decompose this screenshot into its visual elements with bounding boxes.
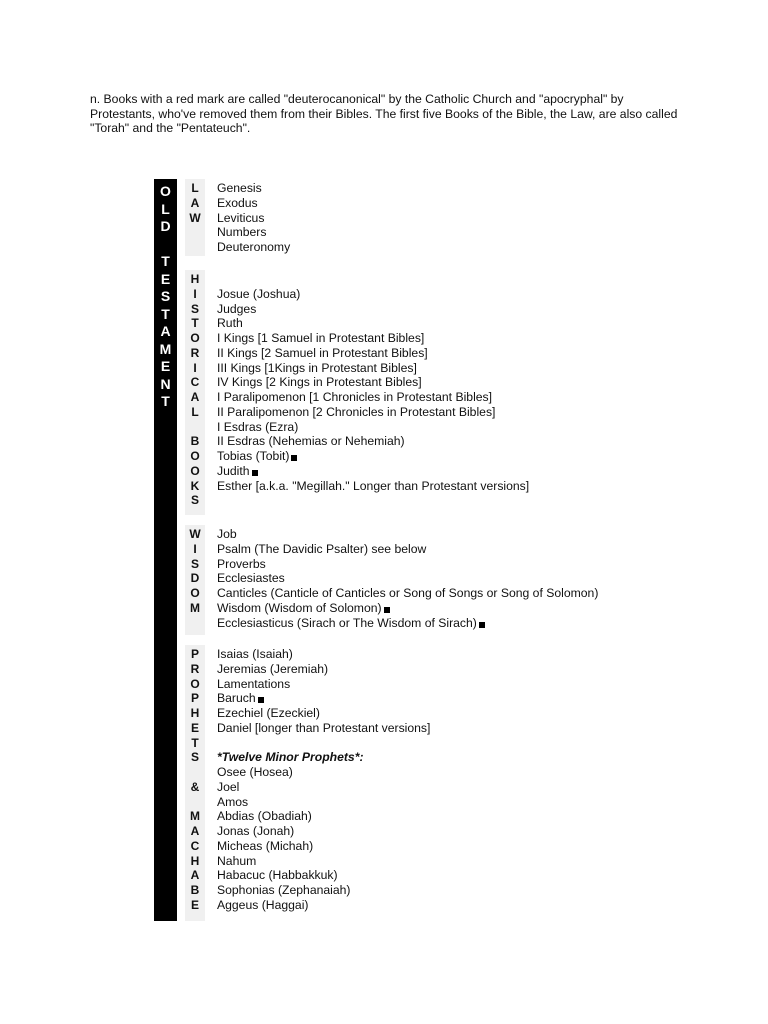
book-item [217,839,430,854]
book-item [217,181,290,196]
book-title: Osee (Hosea) [217,765,293,779]
book-item [217,795,430,810]
book-item [217,287,529,302]
old-testament-letter: T [161,253,170,269]
book-title: Leviticus [217,210,265,225]
book-title: Sophonias (Zephanaiah) [217,883,351,897]
wisdom-category-letter: I [193,541,197,556]
historical-category-letter [185,420,205,435]
historical-category-letter: B [190,434,200,449]
historical-category-letter: A [190,390,200,404]
wisdom-category-label [185,527,205,616]
book-title: Aggeus (Haggai) [217,897,309,912]
prophets-category-letter: P [190,647,199,661]
old-testament-letter: N [160,375,171,392]
old-testament-label [154,183,177,411]
prophets-category-letter [185,795,205,810]
book-title: Proverbs [217,556,266,571]
book-title: Ecclesiasticus (Sirach or The Wisdom of Sirach) [217,615,477,630]
minor-prophets-subheading [217,750,430,765]
prophets-category-letter: A [190,868,200,883]
prophets-category-letter: P [190,691,199,706]
old-testament-letter: D [160,218,171,234]
book-title: Canticles (Canticle of Canticles or Song of Songs or Song of Solomon) [217,586,599,600]
prophets-category-letter: S [190,750,199,765]
book-item [217,375,529,390]
prophets-category-letter: B [190,883,200,897]
book-item [217,736,430,751]
book-item [217,225,290,240]
prophets-category-letter: R [190,661,200,676]
prophets-category-letter: A [190,824,200,838]
historical-book-list [217,272,529,493]
old-testament-letter: T [161,393,170,409]
book-item [217,706,430,721]
prophets-book-list [217,647,430,913]
book-item [217,571,598,586]
book-title: Deuteronomy [217,240,291,254]
book-item [217,883,430,898]
prophets-category-letter: O [190,676,200,691]
book-title: IV Kings [2 Kings in Protestant Bibles] [217,375,422,390]
deuterocanonical-mark-icon [291,455,297,461]
old-testament-letter: E [160,358,171,374]
prophets-category-label [185,647,205,913]
deuterocanonical-mark-icon [384,607,390,613]
book-title: Joel [217,779,240,794]
prophets-category-letter: C [190,838,200,853]
historical-category-letter: H [190,272,200,286]
book-title: II Paralipomenon [2 Chronicles in Protestant Bibles] [217,404,496,419]
book-title: I Esdras (Ezra) [217,419,299,434]
book-item [217,677,430,692]
book-title: Josue (Joshua) [217,286,301,301]
book-item [217,854,430,869]
law-category-letter: A [190,195,200,210]
book-title: Exodus [217,195,258,210]
book-title: Judith [217,463,250,478]
book-title: Micheas (Michah) [217,838,314,853]
book-item [217,449,529,464]
book-item [217,302,529,317]
book-title: Lamentations [217,676,291,691]
book-title: Abdias (Obadiah) [217,809,312,824]
old-testament-letter [154,236,177,254]
book-title: Numbers [217,225,267,240]
book-title: Job [217,527,237,541]
wisdom-category-letter: M [190,600,200,615]
wisdom-category-letter: D [190,571,200,586]
book-item [217,721,430,736]
historical-category-letter: S [190,301,199,316]
intro-paragraph: n. Books with a red mark are called "deuterocanonical" by the Catholic Church and "apocryphal" by Protestants, who've removed them from their Bibles. The first five Books of the Bible, the Law, are also called "Torah" and the "Pentateuch". [90,92,678,136]
book-title: I Paralipomenon [1 Chronicles in Protestant Bibles] [217,390,493,404]
book-title: Psalm (The Davidic Psalter) see below [217,541,427,556]
book-title: I Kings [1 Samuel in Protestant Bibles] [217,331,425,345]
book-title: II Esdras (Nehemias or Nehemiah) [217,434,405,449]
law-category-letter: W [189,210,201,225]
book-item [217,196,290,211]
historical-category-letter: O [190,331,200,345]
book-title: Ruth [217,316,243,331]
wisdom-category-letter: W [189,527,201,541]
book-item [217,331,529,346]
prophets-category-letter: T [191,735,199,750]
historical-category-letter: T [191,316,199,331]
historical-category-letter: S [190,493,199,508]
book-title: Jeremias (Jeremiah) [217,661,329,676]
book-title: Wisdom (Wisdom of Solomon) [217,600,382,615]
book-item [217,868,430,883]
book-title: III Kings [1Kings in Protestant Bibles] [217,360,417,375]
book-title: Ecclesiastes [217,571,285,586]
old-testament-letter: S [160,288,171,304]
wisdom-book-list [217,527,598,630]
prophets-category-letter [185,765,205,780]
book-item [217,464,529,479]
old-testament-letter: A [160,323,171,339]
book-item [217,586,598,601]
law-category-letter: L [191,181,199,195]
book-item [217,898,430,913]
book-item [217,479,529,494]
book-item [217,420,529,435]
book-item [217,361,529,376]
book-title: Tobias (Tobit) [217,449,290,463]
book-item [217,765,430,780]
historical-category-letter: R [190,345,200,360]
book-item [217,662,430,677]
book-title: Daniel [longer than Protestant versions] [217,720,431,735]
book-item [217,434,529,449]
historical-category-letter: I [193,360,197,375]
historical-category-letter: K [190,478,200,493]
historical-category-letter: O [190,463,200,478]
book-item [217,647,430,662]
deuterocanonical-mark-icon [252,470,258,476]
book-item [217,272,529,287]
book-title: Isaias (Isaiah) [217,647,293,661]
book-item [217,557,598,572]
book-item [217,346,529,361]
book-title: Genesis [217,181,262,195]
book-title: *Twelve Minor Prophets*: [217,750,364,765]
prophets-category-letter: E [190,897,199,912]
book-title: Amos [217,794,249,809]
book-title: Jonas (Jonah) [217,824,295,838]
historical-category-letter: L [191,404,199,419]
historical-category-letter: O [190,449,200,463]
book-item [217,211,290,226]
book-item [217,691,430,706]
book-item [217,240,290,255]
book-title: Judges [217,301,257,316]
deuterocanonical-mark-icon [258,697,264,703]
historical-category-letter: I [193,286,197,301]
old-testament-letter: M [159,340,172,357]
book-item [217,824,430,839]
historical-category-letter: C [190,375,200,390]
book-item [217,390,529,405]
prophets-category-letter: & [190,779,200,794]
prophets-category-letter: E [190,720,199,735]
book-item [217,616,598,631]
book-item [217,527,598,542]
book-title: Baruch [217,691,256,706]
deuterocanonical-mark-icon [479,622,485,628]
law-book-list [217,181,290,255]
prophets-category-letter: H [190,706,200,720]
book-item [217,542,598,557]
book-title: Habacuc (Habbakkuk) [217,868,338,883]
old-testament-letter: E [160,270,171,287]
book-item [217,316,529,331]
old-testament-letter: L [161,200,170,217]
law-category-label [185,181,205,225]
old-testament-letter: O [160,183,171,199]
book-title: Esther [a.k.a. "Megillah." Longer than Protestant versions] [217,478,530,493]
wisdom-category-letter: S [190,556,199,571]
book-title: Nahum [217,853,257,868]
book-title: Ezechiel (Ezeckiel) [217,706,320,720]
old-testament-letter: T [161,305,170,322]
book-item [217,601,598,616]
prophets-category-letter: M [190,809,200,824]
wisdom-category-letter: O [190,586,200,600]
book-item [217,405,529,420]
historical-category-label [185,272,205,508]
book-title: II Kings [2 Samuel in Protestant Bibles] [217,345,428,360]
book-item [217,809,430,824]
prophets-category-letter: H [190,853,200,868]
book-item [217,780,430,795]
